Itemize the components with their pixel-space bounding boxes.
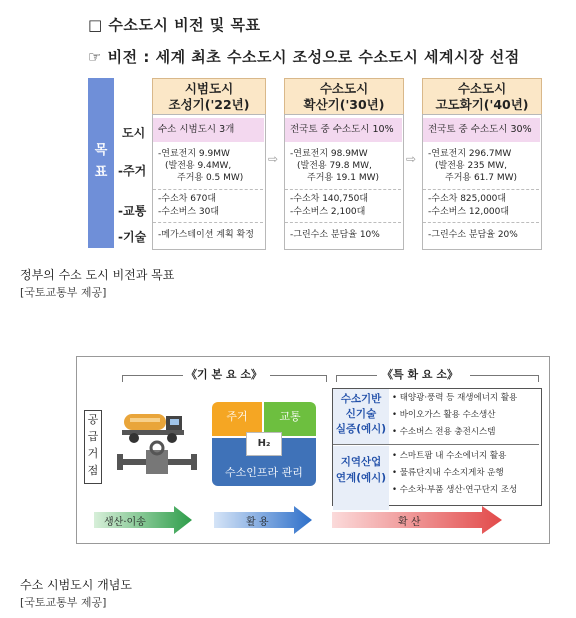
figure-caption: 수소 시범도시 개념도 bbox=[20, 578, 132, 592]
group1-item: • 수소버스 전용 충전시스템 bbox=[392, 427, 496, 437]
housing-line-1: -연료전지 9.9MW bbox=[158, 149, 230, 159]
column-header-line1: 시범도시 bbox=[184, 81, 234, 96]
city-goal: 전국토 중 수소도시 30% bbox=[423, 118, 540, 142]
group2-item: • 수소차·부품 생산·연구단지 조성 bbox=[392, 485, 518, 495]
h2-symbol: H₂ bbox=[246, 432, 282, 456]
quad-transport: 교통 bbox=[264, 402, 316, 436]
divider bbox=[285, 189, 401, 190]
bracket-line bbox=[470, 375, 539, 382]
transport-line-2: -수소버스 30대 bbox=[158, 207, 220, 217]
group1-title-line1: 수소기반 bbox=[340, 393, 382, 405]
column-header-line1: 수소도시 bbox=[457, 81, 507, 96]
usage-arrow-label: 활 용 bbox=[246, 517, 269, 528]
section-title: □ 수소도시 비전 및 목표 bbox=[88, 16, 261, 34]
right-arrow-icon: ⇨ bbox=[406, 152, 417, 166]
figure-source: [국토교통부 제공] bbox=[20, 286, 107, 299]
group2-title bbox=[333, 446, 389, 510]
row-label-tech: -기술 bbox=[118, 230, 147, 244]
divider bbox=[423, 189, 539, 190]
production-arrow-label: 생산·이송 bbox=[104, 517, 146, 528]
row-label-city: 도시 bbox=[122, 126, 146, 140]
figure-source: [국토교통부 제공] bbox=[20, 596, 107, 609]
housing-line-2: (발전용 9.4MW, bbox=[165, 161, 232, 171]
group1-title bbox=[333, 389, 389, 444]
tech-line: -메가스테이션 계획 확정 bbox=[158, 230, 254, 240]
supply-base-label: 공 급 거 점 bbox=[84, 410, 102, 484]
vision-statement: ☞ 비전 : 세계 최초 수소도시 조성으로 수소도시 세계시장 선점 bbox=[88, 48, 520, 66]
spread-arrow-label: 확 산 bbox=[398, 517, 421, 528]
column-header-line2: 확산기('30년) bbox=[303, 97, 385, 112]
transport-line-2: -수소버스 2,100대 bbox=[290, 207, 366, 217]
group2-title-line2: 연계(예시) bbox=[335, 472, 387, 484]
group1-item: • 바이오가스 활용 수소생산 bbox=[392, 410, 496, 420]
bracket-line bbox=[270, 375, 327, 382]
row-label-housing: -주거 bbox=[118, 164, 147, 178]
right-arrow-icon: ⇨ bbox=[268, 152, 279, 166]
divider bbox=[153, 189, 263, 190]
bracket-line bbox=[336, 375, 377, 382]
tanker-pipe-icon bbox=[116, 396, 198, 482]
city-goal: 전국토 중 수소도시 10% bbox=[285, 118, 402, 142]
group-divider bbox=[333, 444, 539, 445]
housing-line-3: 주거용 19.1 MW) bbox=[307, 173, 380, 183]
divider bbox=[153, 222, 263, 223]
goal-side-label: 목 표 bbox=[94, 143, 108, 180]
column-header-line1: 수소도시 bbox=[319, 81, 369, 96]
group1-item: • 태양광·풍력 등 재생에너지 활용 bbox=[392, 393, 518, 403]
column-header bbox=[422, 78, 542, 116]
divider bbox=[423, 222, 539, 223]
group2-item: • 스마트팜 내 수소에너지 활용 bbox=[392, 451, 507, 461]
column-header bbox=[152, 78, 266, 116]
quad-housing: 주거 bbox=[212, 402, 262, 436]
column-header bbox=[284, 78, 404, 116]
divider bbox=[285, 222, 401, 223]
housing-line-1: -연료전지 98.9MW bbox=[290, 149, 368, 159]
bracket-line bbox=[122, 375, 183, 382]
housing-line-2: (발전용 235 MW, bbox=[435, 161, 508, 171]
housing-line-2: (발전용 79.8 MW, bbox=[297, 161, 372, 171]
group1-title-line2: 신기술 bbox=[345, 408, 377, 420]
transport-line-2: -수소버스 12,000대 bbox=[428, 207, 510, 217]
transport-line-1: -수소차 140,750대 bbox=[290, 194, 369, 204]
special-elements-header: 《특 화 요 소》 bbox=[382, 368, 458, 381]
group2-title-line1: 지역산업 bbox=[340, 456, 382, 468]
transport-line-1: -수소차 825,000대 bbox=[428, 194, 507, 204]
housing-line-1: -연료전지 296.7MW bbox=[428, 149, 512, 159]
column-header-line2: 조성기('22년) bbox=[168, 97, 250, 112]
group2-item: • 물류단지내 수소지게차 운행 bbox=[392, 468, 504, 478]
group1-title-line3: 실증(예시) bbox=[335, 423, 387, 435]
housing-line-3: 주거용 61.7 MW) bbox=[445, 173, 518, 183]
transport-line-1: -수소차 670대 bbox=[158, 194, 217, 204]
infra-management-label: 수소인프라 관리 bbox=[225, 466, 303, 479]
row-label-transport: -교통 bbox=[118, 204, 147, 218]
housing-line-3: 주거용 0.5 MW) bbox=[177, 173, 244, 183]
column-header-line2: 고도화기('40년) bbox=[435, 97, 529, 112]
tech-line: -그린수소 분담율 20% bbox=[428, 230, 518, 240]
figure-caption: 정부의 수소 도시 비전과 목표 bbox=[20, 268, 175, 282]
basic-elements-header: 《기 본 요 소》 bbox=[186, 368, 262, 381]
city-goal: 수소 시범도시 3개 bbox=[153, 118, 264, 142]
tech-line: -그린수소 분담율 10% bbox=[290, 230, 380, 240]
